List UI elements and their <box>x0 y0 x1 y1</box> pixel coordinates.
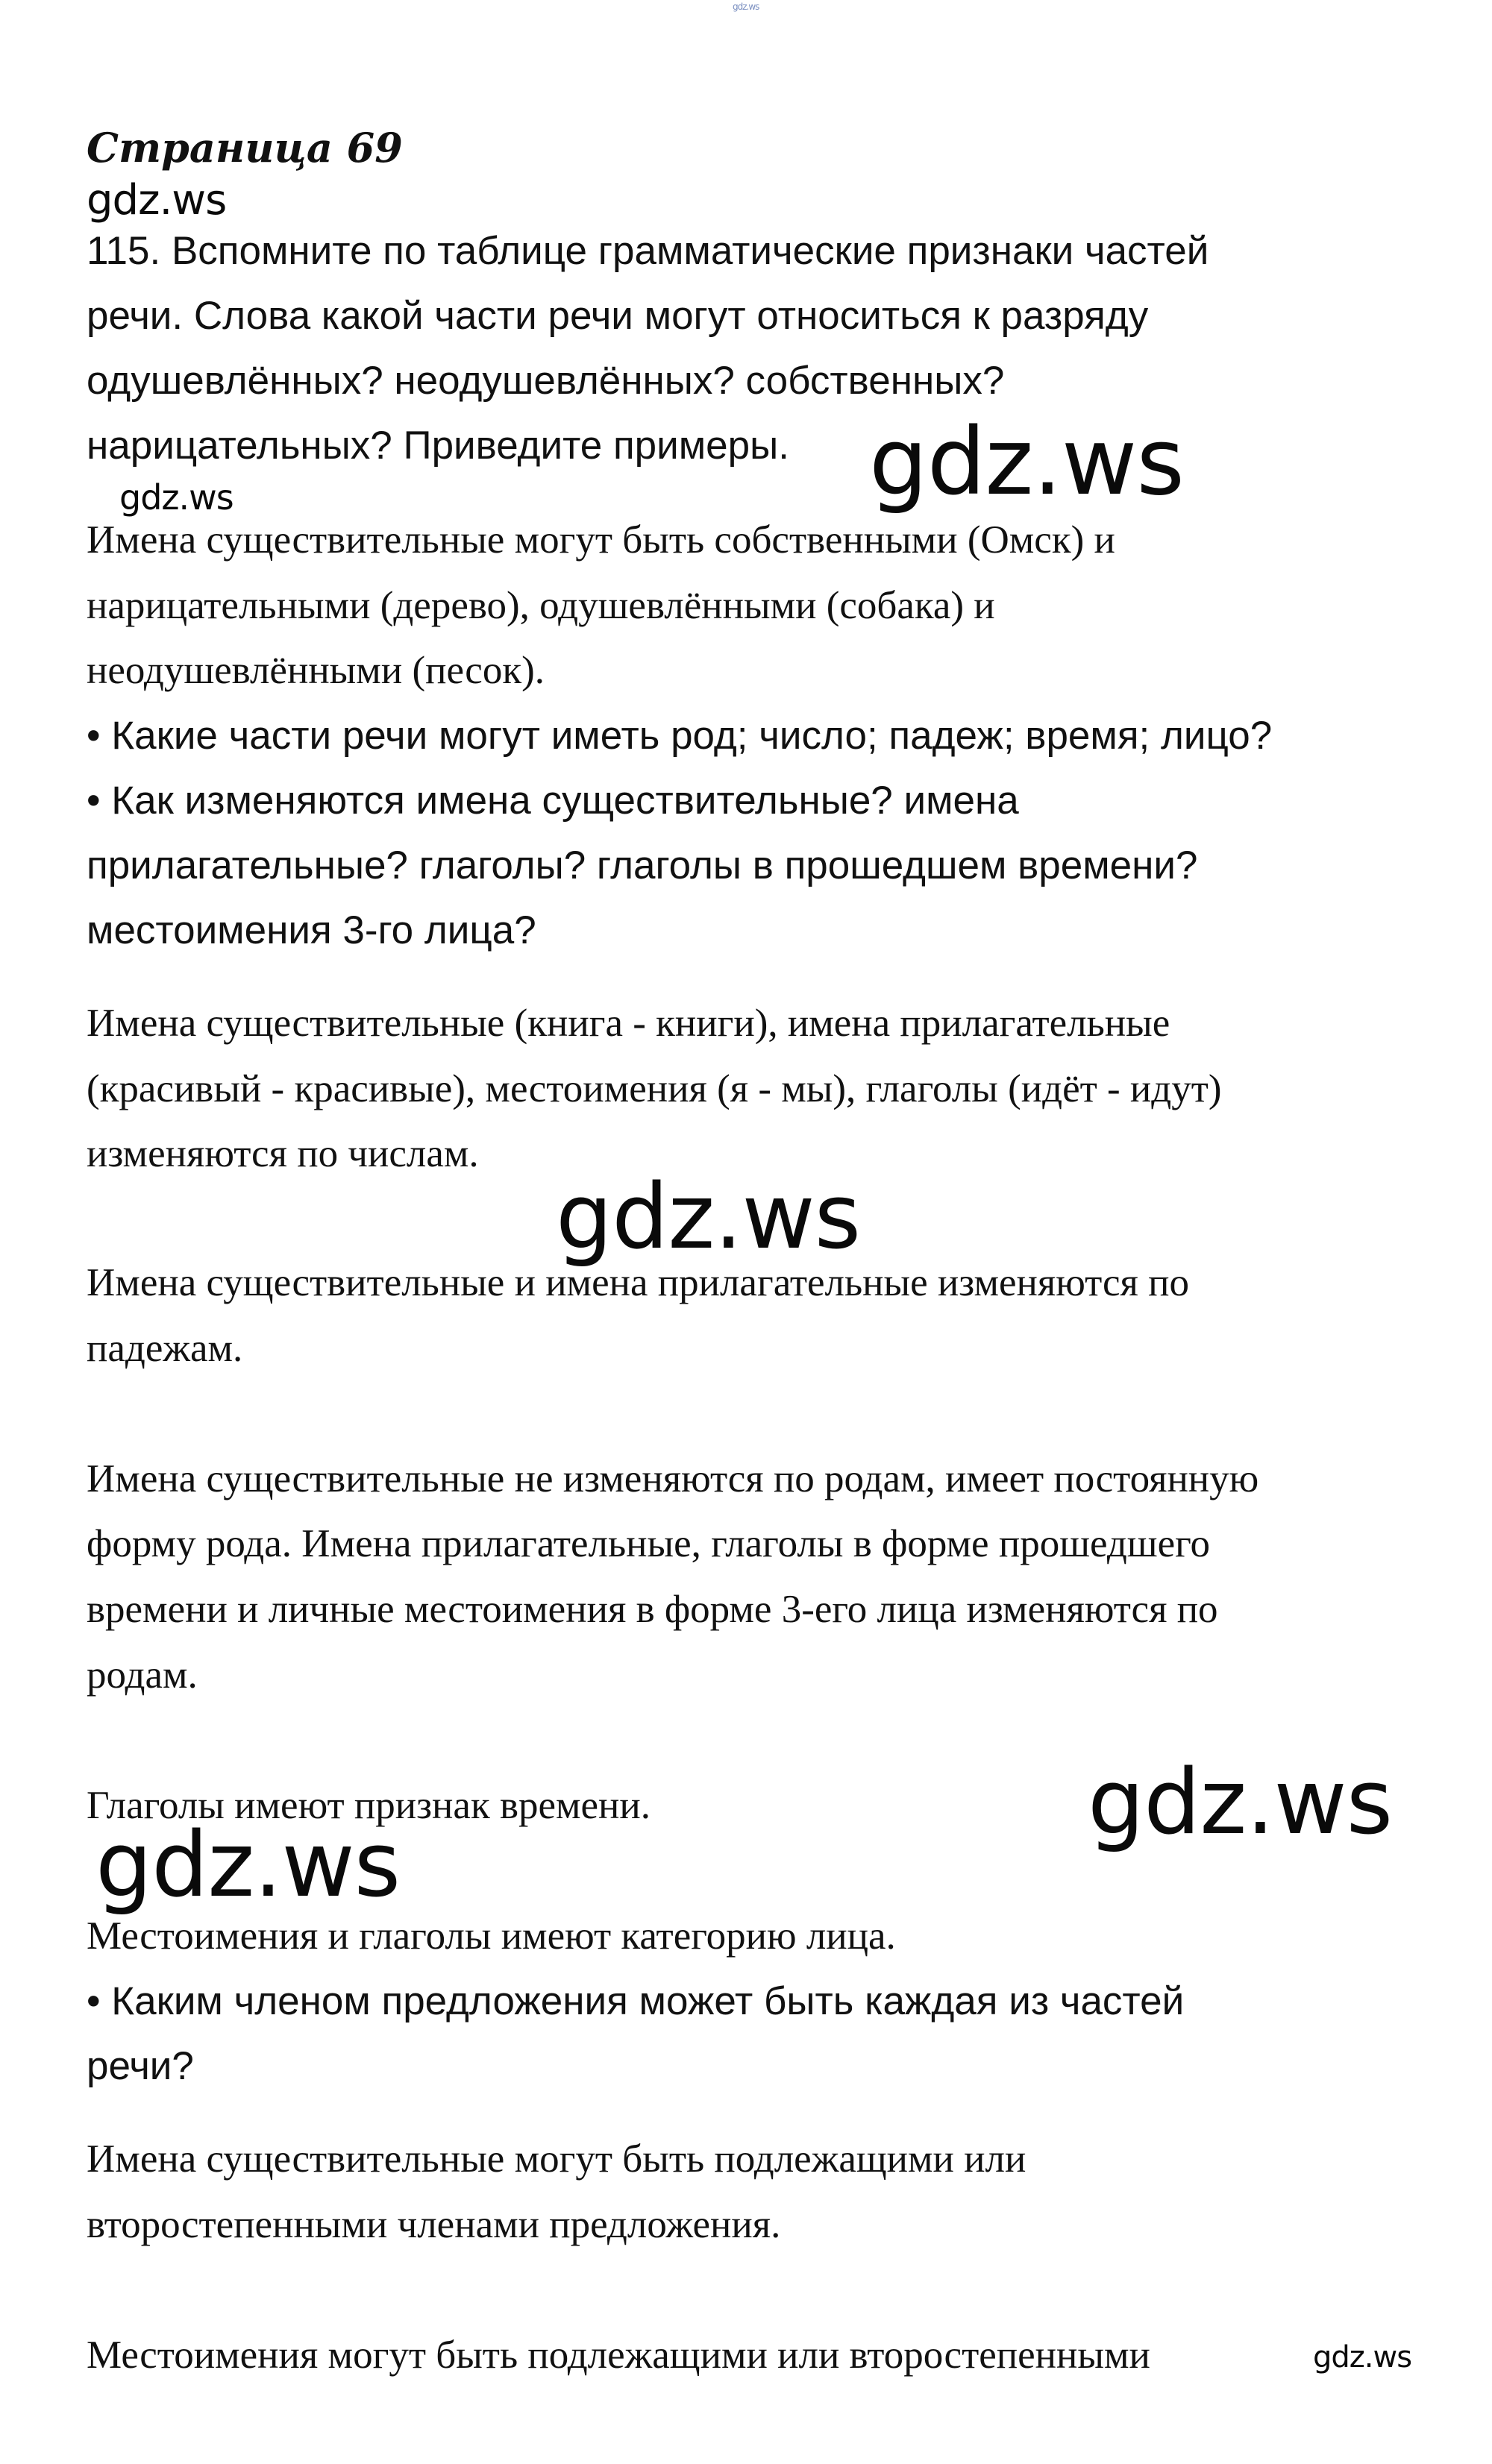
answer-line: изменяются по числам. <box>87 1132 479 1175</box>
page-title: Страница 69 <box>87 124 403 172</box>
answer-line: падежам. <box>87 1327 243 1370</box>
bullet-line: • Каким членом предложения может быть каждая из частей <box>87 1979 1185 2023</box>
bullet-line: прилагательные? глаголы? глаголы в прошедшем времени? <box>87 843 1198 887</box>
question-line: одушевлённых? неодушевлённых? собственных? <box>87 359 1005 403</box>
bullet-line: • Как изменяются имена существительные? имена <box>87 779 1019 823</box>
answer-line: времени и личные местоимения в форме 3-его лица изменяются по <box>87 1588 1218 1631</box>
answer-line: родам. <box>87 1653 198 1697</box>
bullet-line: речи? <box>87 2044 194 2088</box>
answer-line: Имена существительные и имена прилагательные изменяются по <box>87 1261 1189 1304</box>
answer-paragraph-6: Местоимения и глаголы имеют категорию лица. <box>87 1914 896 1958</box>
answer-line: (красивый - красивые), местоимения (я - мы), глаголы (идёт - идут) <box>87 1067 1222 1110</box>
question-line: нарицательных? Приведите примеры. <box>87 424 789 468</box>
watermark-large-1: gdz.ws <box>869 409 1184 516</box>
answer-paragraph-5: Глаголы имеют признак времени. <box>87 1784 651 1827</box>
watermark-under-title: gdz.ws <box>87 176 227 224</box>
answer-line: форму рода. Имена прилагательные, глаголы в форме прошедшего <box>87 1522 1211 1565</box>
watermark-small-1: gdz.ws <box>119 477 233 518</box>
answer-line: второстепенными членами предложения. <box>87 2203 781 2246</box>
bullet-question-1: • Какие части речи могут иметь род; число; падеж; время; лицо? <box>87 714 1273 758</box>
bullet-line: местоимения 3-го лица? <box>87 908 536 952</box>
answer-line: нарицательными (дерево), одушевлёнными (собака) и <box>87 584 995 627</box>
watermark-large-2: gdz.ws <box>556 1166 861 1269</box>
answer-line: Имена существительные (книга - книги), имена прилагательные <box>87 1002 1170 1045</box>
answer-line: Имена существительные могут быть собственными (Омск) и <box>87 518 1115 562</box>
question-line: 115. Вспомните по таблице грамматические признаки частей <box>87 229 1209 273</box>
answer-line: Имена существительные не изменяются по родам, имеет постоянную <box>87 1457 1259 1500</box>
watermark-top-tiny: gdz.ws <box>733 1 759 12</box>
watermark-large-4: gdz.ws <box>95 1814 401 1917</box>
answer-paragraph-8: Местоимения могут быть подлежащими или второстепенными <box>87 2333 1150 2377</box>
answer-line: Имена существительные могут быть подлежащими или <box>87 2137 1026 2181</box>
watermark-footer: gdz.ws <box>1313 2340 1412 2375</box>
watermark-large-3: gdz.ws <box>1088 1751 1393 1855</box>
answer-line: неодушевлёнными (песок). <box>87 649 545 692</box>
question-line: речи. Слова какой части речи могут относиться к разряду <box>87 294 1149 338</box>
